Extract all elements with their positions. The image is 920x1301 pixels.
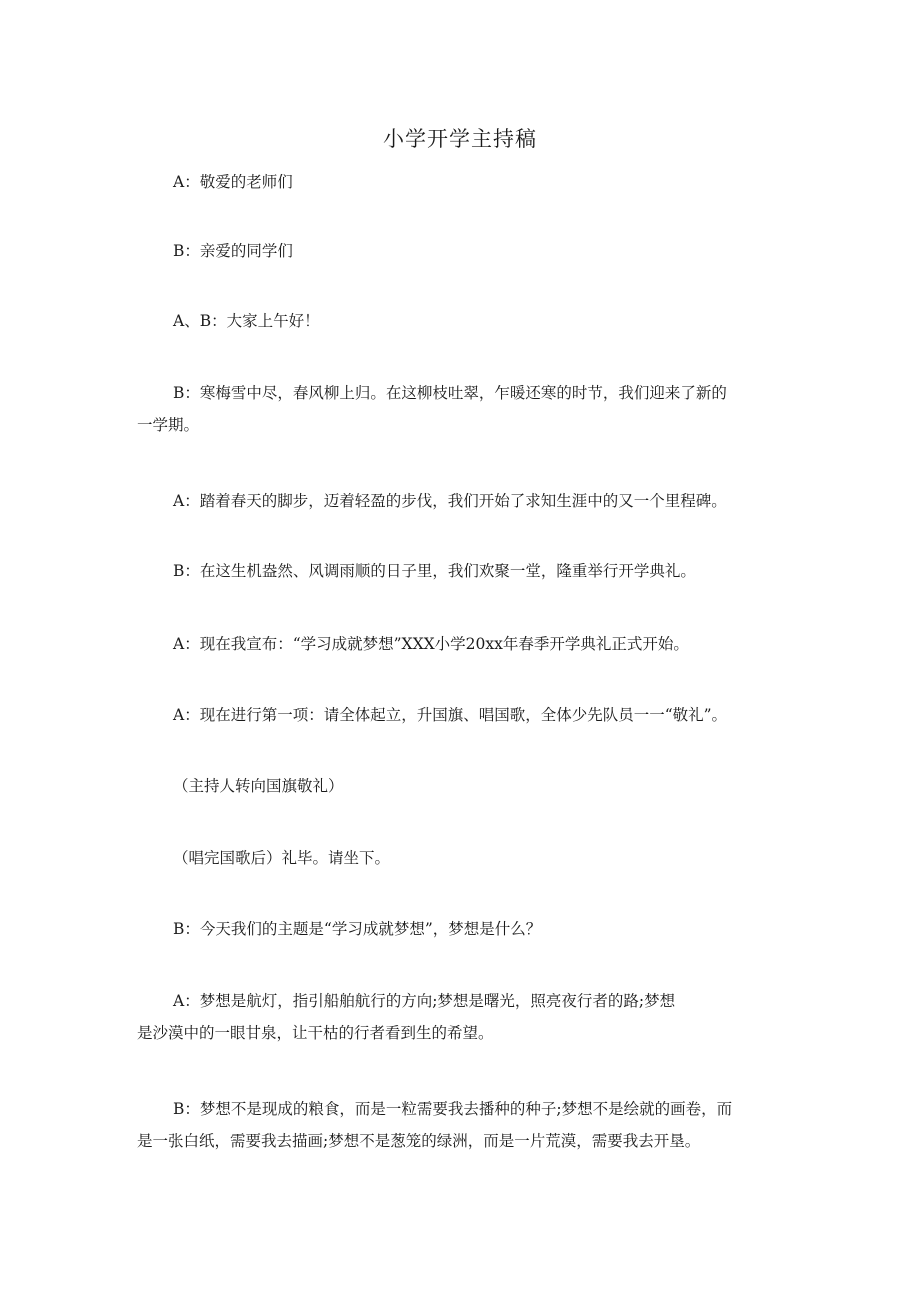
paragraph-line: （主持人转向国旗敬礼） <box>173 777 344 795</box>
paragraph <box>137 166 797 198</box>
paragraph <box>137 842 797 874</box>
paragraph-line: 是沙漠中的一眼甘泉，让干枯的行者看到生的希望。 <box>137 1024 494 1042</box>
paragraph-line: A：现在进行第一项：请全体起立，升国旗、唱国歌，全体少先队员一一“敬礼”。 <box>173 706 728 724</box>
paragraph <box>137 377 797 441</box>
paragraph <box>137 699 797 731</box>
paragraph-line: B：梦想不是现成的粮食，而是一粒需要我去播种的种子;梦想不是绘就的画卷，而 <box>173 1100 733 1118</box>
paragraph-line: A：梦想是航灯，指引船舶航行的方向;梦想是曙光，照亮夜行者的路;梦想 <box>173 992 676 1010</box>
paragraph-line: B：寒梅雪中尽，春风柳上归。在这柳枝吐翠，乍暖还寒的时节，我们迎来了新的 <box>173 384 727 402</box>
paragraph <box>137 1093 797 1157</box>
paragraph <box>137 628 797 660</box>
paragraph-line: 是一张白纸，需要我去描画;梦想不是葱笼的绿洲，而是一片荒漠，需要我去开垦。 <box>137 1132 701 1150</box>
paragraph-line: A：现在我宣布：“学习成就梦想”XXX小学20xx年春季开学典礼正式开始。 <box>173 635 689 653</box>
paragraph <box>137 305 797 337</box>
paragraph-line: B：今天我们的主题是“学习成就梦想”，梦想是什么？ <box>173 920 542 938</box>
paragraph <box>137 555 797 587</box>
paragraph-line: A、B：大家上午好！ <box>173 312 320 330</box>
paragraph <box>137 485 797 517</box>
paragraph-line: A：敬爱的老师们 <box>173 173 293 191</box>
paragraph-line: B：亲爱的同学们 <box>173 242 293 260</box>
paragraph <box>137 770 797 802</box>
paragraph-line: B：在这生机盎然、风调雨顺的日子里，我们欢聚一堂，隆重举行开学典礼。 <box>173 562 696 580</box>
paragraph <box>137 235 797 267</box>
paragraph-line: （唱完国歌后）礼毕。请坐下。 <box>173 849 391 867</box>
paragraph <box>137 913 797 945</box>
paragraph-line: 一学期。 <box>137 416 200 434</box>
document-title: 小学开学主持稿 <box>383 127 537 151</box>
paragraph <box>137 985 797 1049</box>
paragraph-line: A：踏着春天的脚步，迈着轻盈的步伐，我们开始了求知生涯中的又一个里程碑。 <box>173 492 727 510</box>
